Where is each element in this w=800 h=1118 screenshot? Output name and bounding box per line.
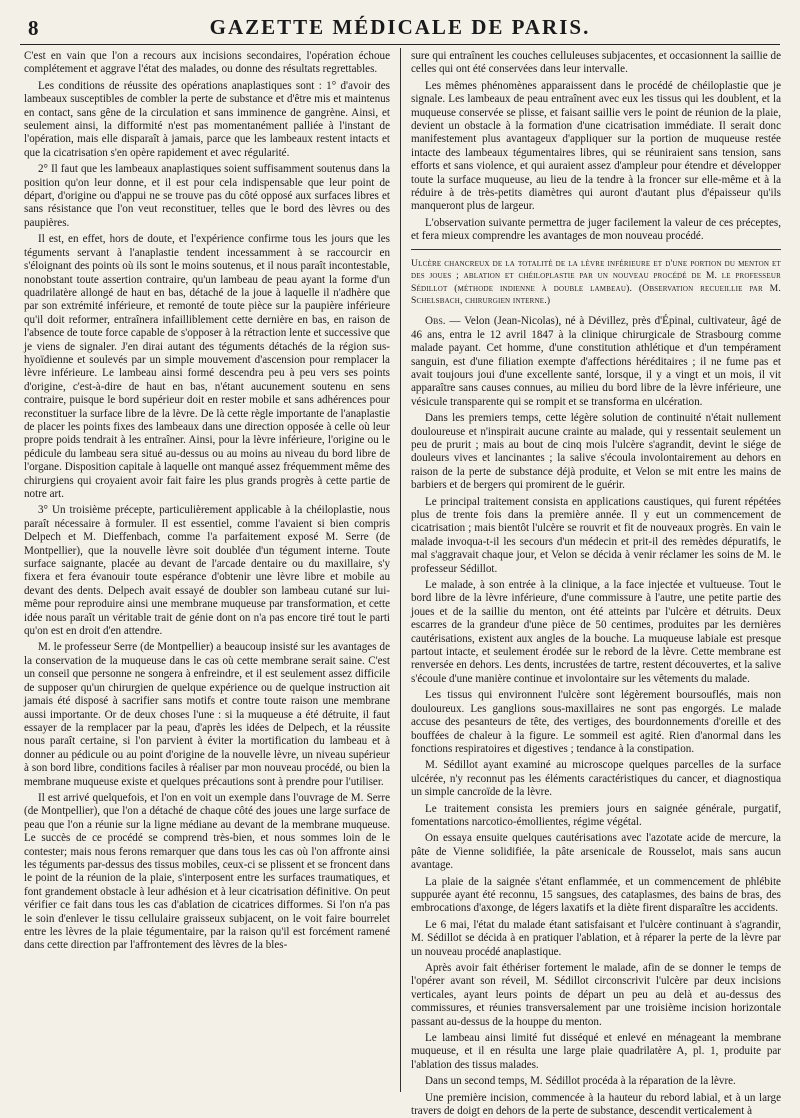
obs-label: Obs. <box>425 315 446 328</box>
paragraph: La plaie de la saignée s'étant enflammée, et un commencement de phlébite suppurée ayant été reconnu, 15 sangsues, des cataplasmes, des bains de bras, des embrocations d'axonge, de légers laxatifs et la diète firent disparaître les accidents. <box>411 875 781 915</box>
page-header <box>20 14 780 45</box>
paragraph: Une première incision, commencée à la hauteur du rebord labial, et à un large travers de doigt en dehors de la perte de substance, descendit verticalement à <box>411 1091 781 1118</box>
right-column <box>411 50 781 1118</box>
section-rule <box>411 249 781 250</box>
paragraph: Les mêmes phénomènes apparaissent dans le procédé de chéiloplastie que je signale. Les lambeaux de peau entraînent avec eux les tissus qui les doublent, et la muqueuse conservée se plisse, et faisant saillie vers le point de réunion de la plaie, devient un obstacle à la formation d'une cicatrisation immédiate. Il serait donc manifestement plus avantageux d'appliquer sur la portion de muqueuse restée intacte des lambeaux tégumentaires libres, qui se réuniraient sans tension, sans efforts et sans violence, et qui auraient assez d'ampleur pour étendre et développer toute la surface muqueuse, au lieu de la tendre à la froncer sur elle-même et à la réduire à de très-petits diamètres qui auront d'autant plus d'épaisseur qu'ils manqueront plus de largeur. <box>411 79 781 213</box>
left-column <box>24 50 390 1094</box>
paragraph: Les conditions de réussite des opérations anaplastiques sont : 1° d'avoir des lambeaux susceptibles de combler la perte de substance et d'être mis et maintenus en contact, sans gêne de la circulation et sans imminence de gangrène. Ainsi, et seulement ainsi, la difformité n'est pas momentanément palliée à l'instant de l'opération, mais elle disparaît à jamais, parce que les lambeaux restent intacts et que la cicatrisation s'en opère rapidement et avec régularité. <box>24 79 390 159</box>
column-divider <box>400 48 401 1092</box>
paragraph: Après avoir fait éthériser fortement le malade, afin de se donner le temps de l'opérer avant son réveil, M. Sédillot circonscrivit l'ulcère par deux incisions verticales, ayant leurs points de départ un peu au delà et au-dessus des commissures, et réunies transversalement par une troisième incision horizontale passant au-dessus de la houppe du menton. <box>411 962 781 1028</box>
paragraph: 2° Il faut que les lambeaux anaplastiques soient suffisamment soutenus dans la position qu'on leur donne, et il est pour cela indispensable que leur point de départ, d'origine ou d'appui ne se trouve pas du côté opposé aux surfaces libres et sans résistance que l'on veut reconstituer, telles que le bord des lèvres ou des paupières. <box>24 163 390 229</box>
paragraph: Le principal traitement consista en applications caustiques, qui furent répétées plus de trente fois dans la première année. Il y eut un commencement de cicatrisation ; mais bientôt l'ulcère se rouvrit et fit de nouveaux progrès. En vain le malade invoqua-t-il les secours d'un médecin et prit-il des remèdes dépuratifs, le mal s'aggravait chaque jour, et Velon se décida à venir réclamer les soins de M. le professeur Sédillot. <box>411 495 781 575</box>
paragraph: Le traitement consista les premiers jours en saignée générale, purgatif, fomentations narcotico-émollientes, régime végétal. <box>411 802 781 828</box>
paragraph: Le 6 mai, l'état du malade étant satisfaisant et l'ulcère continuant à s'agrandir, M. Sédillot se décida à en pratiquer l'ablation, et à réparer la perte de la lèvre par un nouveau procédé anaplastique. <box>411 918 781 958</box>
paragraph: Le malade, à son entrée à la clinique, a la face injectée et vultueuse. Tout le bord libre de la lèvre inférieure, d'une commissure à l'autre, une petite partie des joues et de la saillie du menton, ont été atteints par l'ulcère et détruits. Deux escarres de la grandeur d'une pièce de 50 centimes, produites par les dernières cautérisations, existent aux angles de la bouche. La muqueuse labiale est presque partout intacte, et seulement érodée sur le rebord de la lèvre. Cette membrane est renversée en dehors. Les dents, incrustées de tartre, restent découvertes, et la salive s'écoule d'une manière continue et involontaire sur les vêtements du malade. <box>411 579 781 685</box>
paragraph: Il est arrivé quelquefois, et l'on en voit un exemple dans l'ouvrage de M. Serre (de Montpellier), que l'on a détaché de chaque côté des joues une large surface de peau que l'on a réunie sur la ligne médiane au devant de la membrane muqueuse. Le succès de ce procédé se comprend très-bien, et nous sommes loin de le contester; mais nous ferons remarquer que dans tous les cas où l'on affronte ainsi les téguments par-dessus des tissus mobiles, ceux-ci se plissent et se froncent dans le point de la réunion de la plaie, s'interposent entre les surfaces traumatiques, et font grandement obstacle à leur adhésion et à leur cicatrisation définitive. On peut vérifier ce fait dans tous les cas d'ablation de cicatrices difformes. Si l'on n'a pas le soin d'enlever le tissu cellulaire graisseux subjacent, on le voit faire bourrelet entre les lèvres de la plaie tégumentaire, par la raison qu'il est forcément ramené dans cette direction par l'affrontement des lèvres de la bles- <box>24 791 390 952</box>
paragraph: On essaya ensuite quelques cautérisations avec l'azotate acide de mercure, la pâte de Vienne solidifiée, la pâte arsenicale de Rousselot, mais sans aucun avantage. <box>411 832 781 872</box>
observation-paragraph <box>411 315 781 409</box>
case-title <box>411 258 781 308</box>
paragraph: Dans les premiers temps, cette légère solution de continuité n'était nullement douloureuse et n'inspirait aucune crainte au malade, qui y ressentait seulement un peu de prurit ; mais au bout de cinq mois l'ulcère s'agrandit, devint le siége de douleurs vives et lancinantes ; la salive s'écoula involontairement au dehors en raison de la perte de substance déjà produite, et Velon se mit entre les mains de barbiers et de bergers qui promirent de le guérir. <box>411 412 781 492</box>
paragraph: Dans un second temps, M. Sédillot procéda à la réparation de la lèvre. <box>425 1075 736 1088</box>
journal-title: GAZETTE MÉDICALE DE PARIS. <box>209 15 591 39</box>
paragraph: M. Sédillot ayant examiné au microscope quelques parcelles de la surface ulcérée, n'y reconnut pas les éléments caractéristiques du cancer, et diagnostiqua un simple cancroïde de la lèvre. <box>411 759 781 799</box>
paragraph: M. le professeur Serre (de Montpellier) a beaucoup insisté sur les avantages de la conservation de la muqueuse dans le cas où cette membrane serait saine. C'est un conseil que personne ne songera à enfreindre, et il est seulement assez difficile de supposer qu'un chirurgien de quelque expérience ou de quelque instruction ait jamais été disposé à sacrifier sans motifs et contre toute raison une membrane aussi importante. Or de deux choses l'une : si la muqueuse a été détruite, il faut essayer de la remplacer par la peau, d'après les idées de Delpech, et la réussite nous paraît certaine, si l'on parvient à éviter la mortification du lambeau et à donner au pédicule ou au point d'origine de la nouvelle lèvre, un niveau supérieur à son bord libre, conditions faciles à réaliser par mon nouveau procédé, ou bien la membrane muqueuse existe et quelques précautions sont à prendre pour l'utiliser. <box>24 641 390 788</box>
page-number: 8 <box>28 16 39 40</box>
paragraph: sure qui entraînent les couches celluleuses subjacentes, et occasionnent la saillie de celles qui ont été conservées dans leur intervalle. <box>411 50 781 76</box>
paragraph: Le lambeau ainsi limité fut disséqué et enlevé en ménageant la membrane muqueuse, et il en résulta une large plaie quadrilatère A, pl. 1, produite par l'ablation des tissus malades. <box>411 1032 781 1071</box>
paragraph: 3° Un troisième précepte, particulièrement applicable à la chéiloplastie, nous paraît nécessaire à formuler. Il est essentiel, comme l'avaient si bien compris Delpech et M. Dieffenbach, comme l'a parfaitement exposé M. Serre (de Montpellier), que la nouvelle lèvre soit doublée d'un tégument interne. Toute surface saignante, placée au devant de l'arcade dentaire ou du maxillaire, s'y fixera et fera évanouir toute espérance d'obtenir une lèvre libre et mobile au devant des dents. Delpech avait essayé de doubler son lambeau cutané sur lui-même pour reproduire ainsi une membrane muqueuse par transformation, et cette idée nous paraît un véritable trait de génie dont on n'a pas encore tiré tout le parti qu'on est en droit d'en attendre. <box>24 504 390 638</box>
paragraph: L'observation suivante permettra de juger facilement la valeur de ces préceptes, et fera mieux comprendre les avantages de mon nouveau procédé. <box>411 216 781 243</box>
obs-text: — Velon (Jean-Nicolas), né à Dévillez, près d'Épinal, cultivateur, âgé de 46 ans, entra le 12 avril 1847 à la clinique chirurgicale de Strasbourg comme malade payant. Cet homme, d'une constitution athlétique et d'un tempérament sanguin, est d'une filiation exempte d'affections héréditaires ; il ne fume pas et avait toujours joui d'une excellente santé, lorsque, il y a vingt et un mois, il vit apparaître sans causes connues, au milieu du bord libre de la lèvre inférieure, une vésicule transparente qui se rompit et se transforma en ulcération. <box>411 315 781 408</box>
paragraph: Les tissus qui environnent l'ulcère sont légèrement boursouflés, mais non douloureux. Les ganglions sous-maxillaires ne sont pas engorgés. Le malade accuse des pesanteurs de tête, des vertiges, des bourdonnements d'oreille et des bouffées de chaleur à la figure. Le sommeil est agité. Rien d'anormal dans les fonctions respiratoires et digestives ; tendance à la constipation. <box>411 689 781 755</box>
paragraph: C'est en vain que l'on a recours aux incisions secondaires, l'opération échoue complétement et aggrave l'état des malades, ou donne des résultats regrettables. <box>24 50 390 76</box>
case-title-text: Ulcère chancreux de la totalité de la lèvre inférieure et d'une portion du menton et des joues ; ablation et chéiloplastie par un nouveau procédé de M. le professeur Sédillot (méthode indienne à double lambeau). (Observation recueillie par M. Schelsbach, chirurgien interne.) <box>411 257 781 306</box>
paragraph: Il est, en effet, hors de doute, et l'expérience confirme tous les jours que les téguments servant à l'anaplastie tendent incessamment à se raccourcir en s'éloignant des points où ils sont le moins soutenus, et il nous paraît incontestable, nonobstant toute assertion contraire, qu'un lambeau de peau ayant la forme d'un quadrilatère allongé de haut en bas, détaché de la joue à laquelle il n'adhère que par son extrémité inférieure, et remonté de toute pièce sur la paupière inférieure qu'il doit reformer, entraînera infailliblement cette dernière en bas, en raison de l'absence de toute force capable de s'opposer à la rétraction lente et successive que je viens de signaler. J'en dirai autant des téguments détachés de la région sus-hyoïdienne et soulevés par un simple mouvement d'ascension pour remplacer la lèvre inférieure. Le lambeau ainsi formé descendra peu à peu vers ses points d'origine, c'est-à-dire de haut en bas, n'étant aucunement soutenu en sens contraire, puisque le bord supérieur doit en rester mobile et sans adhérences pour reconstituer la surface libre de la lèvre. De là cette règle importante de l'anaplastie de placer les points fixes des lambeaux dans une direction opposée à celle où leur propre poids tendrait à les entraîner. Ainsi, pour la lèvre inférieure, l'origine ou le pédicule du lambeau sera situé au-dessus ou au moins au niveau du bord libre de l'organe. Disposition capitale à laquelle ont manqué assez fréquemment même des chirurgiens qui croyaient avoir fait faire les plus grands progrès à cette partie de notre art. <box>24 233 390 500</box>
